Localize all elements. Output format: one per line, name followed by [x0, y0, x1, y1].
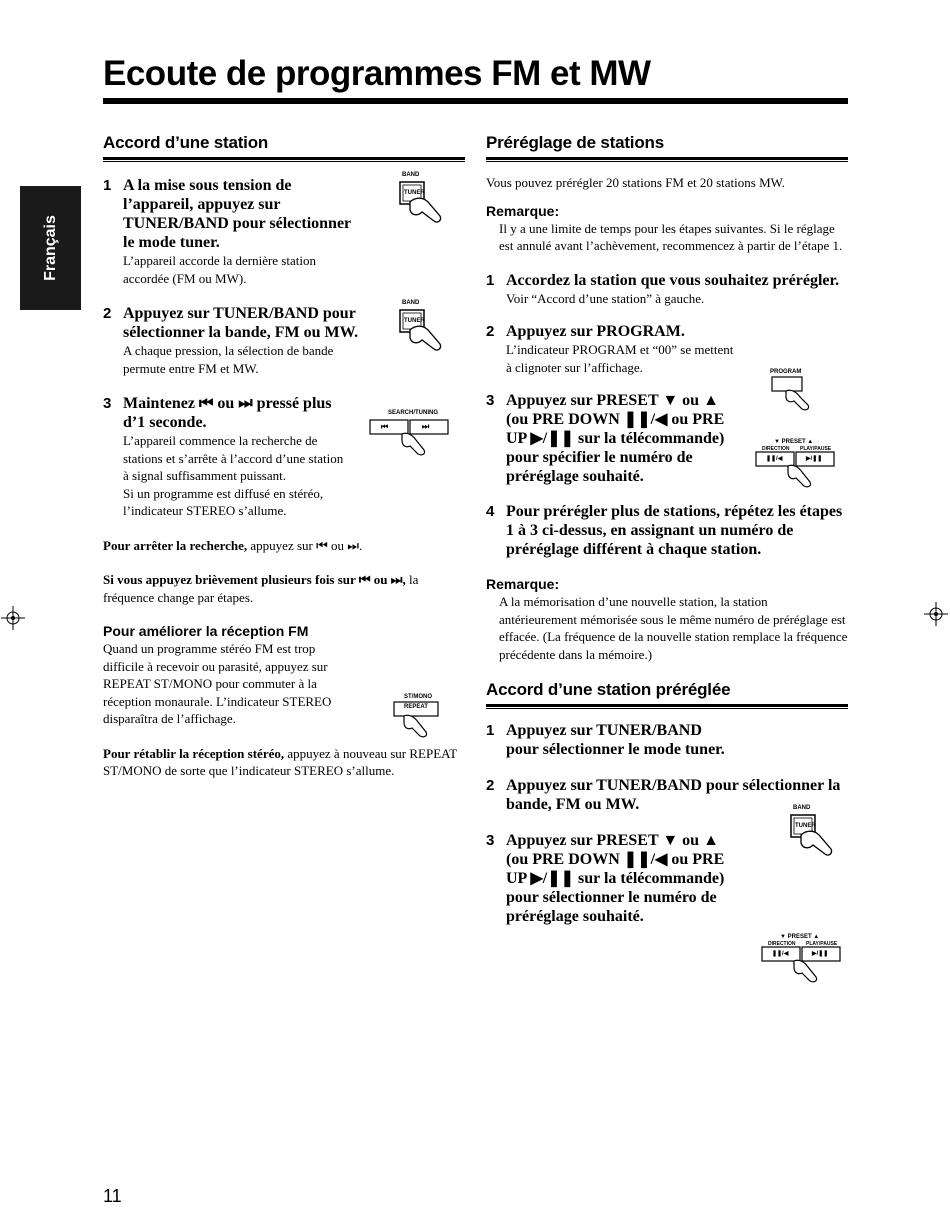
- section-title-recall: Accord d’une station préréglée: [486, 680, 731, 699]
- preset-label: ▼ PRESET ▲: [774, 439, 814, 445]
- restore-stereo-text: appuyez à nouveau sur REPEAT ST/MONO de sorte que l’indicateur STEREO s’allume.: [103, 745, 457, 778]
- step-number: 1: [486, 722, 495, 739]
- band-label: BAND: [793, 805, 811, 811]
- step-number: 2: [486, 323, 495, 340]
- page-title: Ecoute de programmes FM et MW: [103, 54, 651, 93]
- fm-improve-body: Quand un programme stéréo FM est trop difficile à recevoir ou parasité, appuyez sur REPEAT ST/MONO pour commuter à la réception monaurale. L’indicateur STEREO disparaîtra de l’affichage.: [103, 641, 332, 726]
- remark-body: Il y a une limite de temps pour les étapes suivantes. Si le réglage est annulé avant l’achèvement, recommencez à partir de l’étape 1.: [499, 220, 843, 253]
- search-buttons-icon: [368, 410, 450, 460]
- playpause-label: PLAY/PAUSE: [806, 941, 838, 947]
- tuner-label: TUNER: [795, 823, 816, 829]
- brief-press-text: la fréquence change par étapes.: [103, 572, 419, 605]
- pause-prev-glyph: ❚❚/◀: [766, 456, 783, 462]
- page-number: 11: [103, 1186, 122, 1206]
- program-figure: [770, 369, 820, 415]
- tuner-band-figure: [396, 300, 446, 360]
- step-body: L’appareil accorde la dernière station accordée (FM ou MW).: [123, 253, 316, 286]
- section-rule: [103, 157, 465, 162]
- brief-press-bold: Si vous appuyez brièvement plusieurs fois sur ⏮ ou ⏭,: [103, 572, 406, 587]
- search-tuning-figure: [368, 410, 450, 460]
- recall-step-1: [486, 721, 738, 759]
- preset-figure: [760, 934, 848, 990]
- repeat-stmono-figure: [392, 694, 448, 744]
- language-tab: [20, 186, 81, 310]
- program-button-icon: [770, 369, 820, 415]
- step-body: A chaque pression, la sélection de bande permute entre FM et MW.: [123, 343, 334, 376]
- tuner-button-icon: [396, 300, 446, 360]
- step-number: 1: [103, 177, 112, 194]
- step-body: L’appareil commence la recherche de stations et s’arrête à l’accord d’une station à signal suffisamment puissant.: [123, 433, 344, 483]
- preset-intro: Vous pouvez prérégler 20 stations FM et 20 stations MW.: [486, 175, 785, 190]
- brief-press-note: [103, 571, 465, 606]
- step-2: [103, 304, 361, 377]
- step-number: 2: [486, 777, 495, 794]
- tuner-button-icon: [396, 172, 446, 232]
- step-heading: Appuyez sur PROGRAM.: [506, 323, 685, 340]
- step-heading: A la mise sous tension de l’appareil, appuyez sur TUNER/BAND pour sélectionner le mode tuner.: [123, 177, 351, 251]
- play-pause-glyph: ▶/❚❚: [812, 951, 829, 957]
- stop-search-note: [103, 537, 465, 555]
- remark-label: Remarque:: [486, 202, 560, 219]
- restore-stereo-bold: Pour rétablir la réception stéréo,: [103, 745, 285, 761]
- playpause-label: PLAY/PAUSE: [800, 446, 832, 452]
- repeat-label: REPEAT: [404, 704, 428, 710]
- step-heading: Accordez la station que vous souhaitez prérégler.: [506, 271, 840, 289]
- step-heading: Appuyez sur PRESET ▼ ou ▲ (ou PRE DOWN ❚❚/◀ ou PRE UP ▶/❚❚ sur la télécommande) pour sélectionner le numéro de préréglage souhaité.: [506, 832, 725, 925]
- section-rule: [486, 157, 848, 162]
- direction-label: DIRECTION: [768, 941, 796, 947]
- tuner-label: TUNER: [404, 190, 425, 196]
- preset-step-4: [486, 502, 848, 559]
- step-heading: Maintenez ⏮ ou ⏭ pressé plus d’1 seconde.: [123, 395, 332, 431]
- step-3: [103, 394, 345, 520]
- preset-step-3: [486, 391, 738, 486]
- band-label: BAND: [402, 300, 420, 306]
- search-tuning-label: SEARCH/TUNING: [388, 410, 439, 416]
- step-number: 4: [486, 503, 495, 520]
- stmono-label: ST/MONO: [404, 694, 432, 700]
- step-number: 2: [103, 305, 112, 322]
- step-heading: Appuyez sur TUNER/BAND pour sélectionner la bande, FM ou MW.: [123, 305, 359, 341]
- play-pause-glyph: ▶/❚❚: [806, 456, 823, 462]
- step-body: Voir “Accord d’une station” à gauche.: [506, 290, 705, 306]
- tuner-band-figure: [396, 172, 446, 232]
- band-label: BAND: [402, 172, 420, 178]
- preset-step-1: [486, 271, 848, 308]
- stop-search-bold: Pour arrêter la recherche,: [103, 537, 248, 553]
- step-number: 3: [103, 395, 112, 412]
- step-heading: Appuyez sur TUNER/BAND pour sélectionner le mode tuner.: [506, 722, 725, 758]
- step-1: [103, 176, 361, 287]
- registration-mark-right: [924, 602, 948, 626]
- registration-mark-left: [1, 606, 25, 630]
- section-title-preset: Préréglage de stations: [486, 133, 664, 152]
- restore-stereo-note: [103, 745, 465, 780]
- program-label: PROGRAM: [770, 369, 802, 375]
- pause-prev-glyph: ❚❚/◀: [772, 951, 789, 957]
- direction-label: DIRECTION: [762, 446, 790, 452]
- preset-step-2: [486, 322, 738, 376]
- step-number: 1: [486, 271, 495, 289]
- repeat-button-icon: [392, 694, 448, 744]
- preset-figure: [754, 439, 842, 495]
- remark-body-2: A la mémorisation d’une nouvelle station, la station antérieurement mémorisée sous le même numéro de préréglage est effacée. (La fréquence de la nouvelle station remplace la fréquence précédente dans la mémoire.): [499, 594, 848, 662]
- step-heading: Appuyez sur PRESET ▼ ou ▲ (ou PRE DOWN ❚❚/◀ ou PRE UP ▶/❚❚ sur la télécommande) pour spécifier le numéro de préréglage souhaité.: [506, 392, 725, 485]
- language-tab-label: Français: [41, 215, 59, 281]
- tuner-button-icon: [787, 805, 837, 865]
- section-rule: [486, 704, 848, 709]
- remark-label-2: Remarque:: [486, 576, 560, 592]
- step-number: 3: [486, 832, 495, 849]
- tuner-band-figure: [787, 805, 837, 865]
- title-rule: [103, 98, 848, 104]
- step-heading: Pour prérégler plus de stations, répétez les étapes 1 à 3 ci-dessus, en assignant un numéro de préréglage différent à chaque station.: [506, 503, 843, 558]
- recall-step-3: [486, 831, 738, 926]
- next-button-glyph: ⏭: [422, 422, 430, 431]
- section-title-tuning: Accord d’une station: [103, 133, 269, 152]
- step-heading: Appuyez sur TUNER/BAND pour sélectionner la bande, FM ou MW.: [506, 777, 841, 813]
- step-body: L’indicateur PROGRAM et “00” se mettent à clignoter sur l’affichage.: [506, 342, 734, 375]
- stop-search-text: appuyez sur ⏮ ou ⏭.: [247, 537, 363, 553]
- prev-button-glyph: ⏮: [381, 422, 389, 431]
- tuner-label: TUNER: [404, 318, 425, 324]
- fm-improve-title: Pour améliorer la réception FM: [103, 623, 309, 639]
- step-number: 3: [486, 392, 495, 409]
- preset-label: ▼ PRESET ▲: [780, 934, 820, 940]
- step-body-stereo: Si un programme est diffusé en stéréo, l’indicateur STEREO s’allume.: [123, 485, 324, 518]
